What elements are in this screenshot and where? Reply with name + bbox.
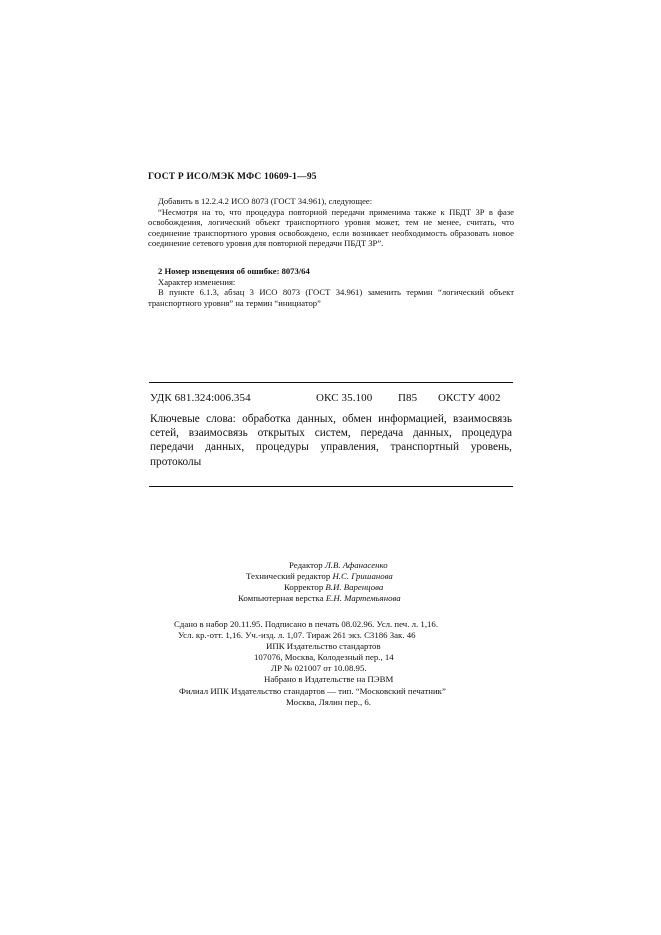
imprint-line-8: Москва, Лялин пер., 6. [286,696,371,707]
credits [150,560,514,604]
bottom-divider [149,486,513,487]
imprint-line-2: Усл. кр.-отт. 1,16. Уч.-изд. л. 1,07. Тираж 261 экз. С3186 Зак. 46 [178,630,416,641]
amendment-1 [148,196,514,249]
corrector-name: В.И. Варенцова [325,582,384,593]
imprint-line-6: Набрано в Издательстве на ПЭВМ [264,674,394,685]
corrector-line [150,582,514,593]
amendment-2-subtitle: Характер изменения: [158,276,236,287]
keywords: Ключевые слова: обработка данных, обмен информацией, взаимосвязь сетей, взаимосвязь открытых систем, передача данных, процедура передачи данных, процедуры управления, транспортный уровень, протоколы [150,413,512,468]
document-header: ГОСТ Р ИСО/МЭК МФС 10609-1—95 [148,172,317,182]
top-divider [149,382,513,383]
imprint-line-3: ИПК Издательство стандартов [266,641,381,652]
tech-editor-label: Технический редактор [246,571,331,582]
editor-name: Л.В. Афанасенко [324,560,388,570]
imprint-line-4: 107076, Москва, Колодезный пер., 14 [254,652,394,663]
layout-label: Компьютерная верстка [238,593,324,604]
p-code: П85 [398,392,418,404]
amendment-1-text: “Несмотря на то, что процедура повторной передачи применима также к ПБДТ 3Р в фазе освобождения, логический объект транспортного уровня может, тем не менее, считать, что соединение транспортного уровня освобождено, если возникает необходимость образовать новое соединение сетевого уровня для повторной передачи ПБДТ 3Р”. [148,206,514,249]
imprint [150,619,514,708]
amendment-2-text: В пункте 6.1.3, абзац 3 ИСО 8073 (ГОСТ 34.961) заменить термин “логический объект транспортного уровня” на термин “инициатор” [148,287,514,308]
editor-line [150,560,514,571]
imprint-line-1: Сдано в набор 20.11.95. Подписано в печать 08.02.96. Усл. печ. л. 1,16. [174,619,439,629]
tech-editor-line [150,571,514,582]
tech-editor-name: Н.С. Гришанова [332,571,393,582]
okstu-code: ОКСТУ 4002 [438,392,501,404]
amendment-1-intro: Добавить в 12.2.4.2 ИСО 8073 (ГОСТ 34.961), следующее: [158,196,373,206]
udk-code: УДК 681.324:006.354 [150,392,251,404]
layout-name: Е.Н. Мартемьянова [325,593,401,604]
amendment-2 [148,266,514,308]
amendment-2-title: 2 Номер извещения об ошибке: 8073/64 [158,266,310,276]
editor-label: Редактор [289,560,323,570]
oks-code: ОКС 35.100 [316,392,373,404]
layout-line [150,593,514,604]
imprint-line-7: Филиал ИПК Издательство стандартов — тип. “Московский печатник” [179,685,446,696]
imprint-line-5: ЛР № 021007 от 10.08.95. [271,663,367,674]
corrector-label: Корректор [284,582,324,593]
